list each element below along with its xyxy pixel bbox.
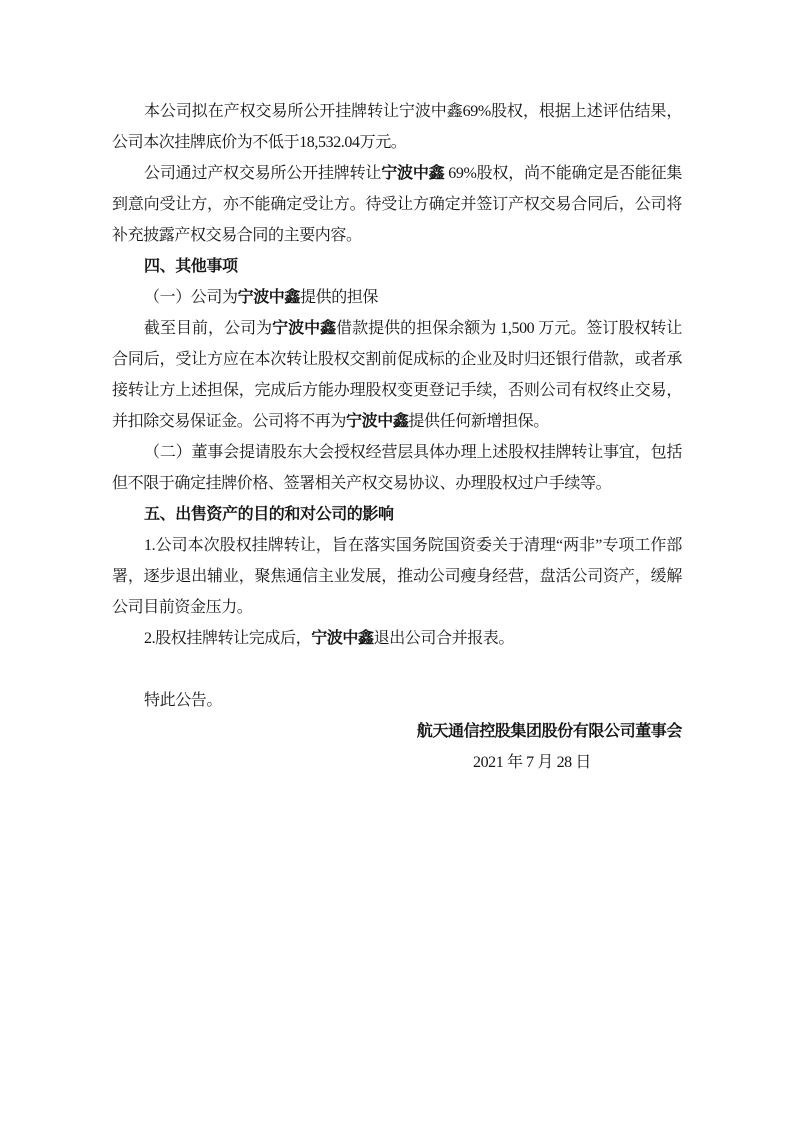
paragraph: [112, 313, 682, 437]
text-segment: 69%股权，尚不能确定是否能征集到意向受让方，亦不能确定受让方。待受让方确定并签订产权交易合同后，公司将补充披露产权交易合同的主要内容。: [112, 165, 683, 244]
text-segment: 截至目前，公司为: [144, 320, 273, 337]
document-body: [112, 96, 682, 778]
text-segment: 本公司拟在产权交易所公开挂牌转让宁波中鑫69%股权，根据上述评估结果，公司本次挂牌底价为不低于18,532.04万元。: [112, 103, 682, 151]
paragraph: [112, 282, 682, 313]
text-segment: （一）公司为: [144, 289, 238, 306]
text-segment: 公司通过产权交易所公开挂牌转让: [144, 165, 382, 182]
date-line: 2021 年 7 月 28 日: [472, 754, 591, 771]
bold-text-segment: 宁波中鑫: [237, 289, 301, 306]
paragraph: [112, 158, 682, 251]
paragraph: [112, 437, 682, 499]
text-segment: 借款提供的担保余额为 1,500 万元。签订股权转让合同后，受让方应在本次转让股权交割前促成标的企业及时归还银行借款，或者承接转让方上述担保，完成后方能办理股权变更登记手续，否则公司有权终止交易，并扣除交易保证金。公司将不再为: [112, 320, 682, 430]
text-segment: 1.公司本次股权挂牌转让，旨在落实国务院国资委关于清理“两非”专项工作部署，逐步退出辅业，聚焦通信主业发展，推动公司瘦身经营，盘活公司资产，缓解公司目前资金压力。: [112, 537, 682, 616]
bold-text-segment: 宁波中鑫: [346, 413, 409, 430]
bold-text-segment: 宁波中鑫: [311, 630, 374, 647]
signature-line: 航天通信控股集团股份有限公司董事会: [416, 723, 682, 740]
paragraph: [112, 623, 682, 654]
text-segment: 2.股权挂牌转让完成后，: [144, 630, 312, 647]
bold-text-segment: 四、其他事项: [144, 258, 238, 275]
bold-text-segment: 五、出售资产的目的和对公司的影响: [144, 506, 394, 523]
paragraph: [112, 530, 682, 623]
text-segment: 提供的担保: [300, 289, 379, 306]
paragraph: [112, 685, 682, 716]
text-segment: 退出公司合并报表。: [373, 630, 515, 647]
text-segment: 提供任何新增担保。: [408, 413, 549, 430]
section-heading: [112, 499, 682, 530]
section-heading: [112, 251, 682, 282]
text-segment: 特此公告。: [144, 692, 223, 709]
text-segment: （二）董事会提请股东大会授权经营层具体办理上述股权挂牌转让事宜，包括但不限于确定挂牌价格、签署相关产权交易协议、办理股权过户手续等。: [112, 444, 682, 492]
bold-text-segment: 宁波中鑫: [272, 320, 337, 337]
paragraph: [112, 96, 682, 158]
bold-text-segment: 宁波中鑫: [381, 165, 445, 182]
